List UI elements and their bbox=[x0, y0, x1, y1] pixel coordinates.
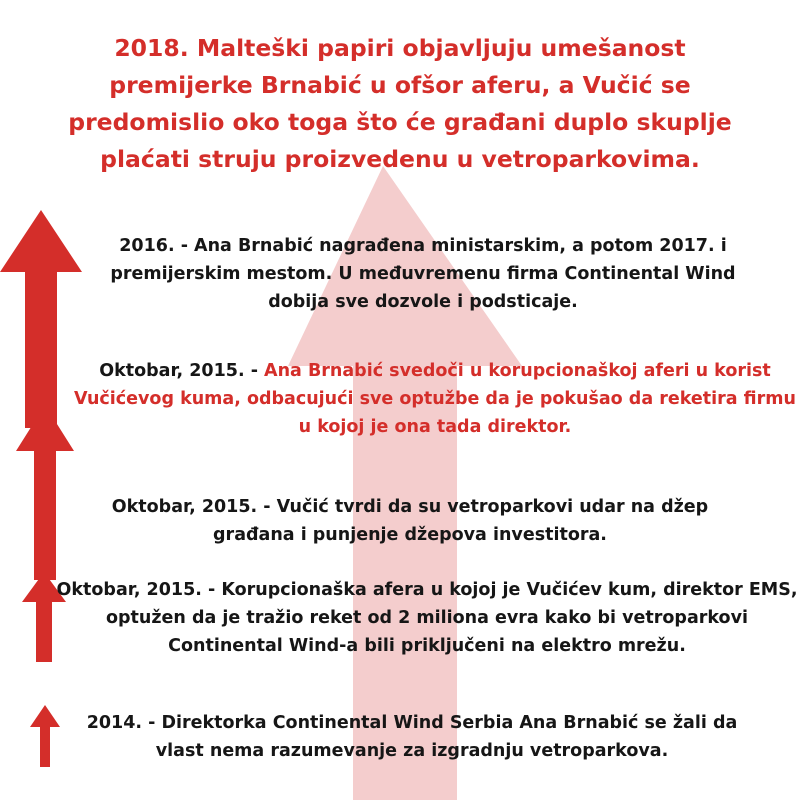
event-date: Oktobar, 2015. - bbox=[99, 361, 265, 381]
timeline-event-oktobar-2015-vucic: Oktobar, 2015. - Vučić tvrdi da su vetroparkovi udar na džep građana i punjenje džepova investitora. bbox=[111, 497, 709, 545]
up-arrow-icon bbox=[30, 705, 60, 767]
timeline-event-oktobar-2015-svedoci bbox=[70, 357, 800, 441]
timeline-event-oktobar-2015-afera: Oktobar, 2015. - Korupcionaška afera u kojoj je Vučićev kum, direktor EMS, optužen da je tražio reket od 2 miliona evra kako bi vetroparkovi Continental Wind-a bili priključeni na elektro mrežu. bbox=[56, 580, 798, 656]
timeline-event-2014: 2014. - Direktorka Continental Wind Serbia Ana Brnabić se žali da vlast nema razumevanje za izgradnju vetroparkova. bbox=[86, 713, 738, 761]
event-highlight: Ana Brnabić svedoči u korupcionaškoj aferi u korist Vučićevog kuma, odbacujući sve optužbe da je pokušao da reketira firmu u kojoj je ona tada direktor. bbox=[74, 361, 796, 437]
up-arrow-icon bbox=[16, 405, 74, 580]
timeline-event-2016: 2016. - Ana Brnabić nagrađena ministarskim, a potom 2017. i premijerskim mestom. U međuvremenu firma Continental Wind dobija sve dozvole i podsticaje. bbox=[110, 236, 736, 312]
page-title: 2018. Malteški papiri objavljuju umešanost premijerke Brnabić u ofšor aferu, a Vučić se predomislio oko toga što će građani duplo skuplje plaćati struju proizvedenu u vetroparkovima. bbox=[68, 34, 732, 173]
